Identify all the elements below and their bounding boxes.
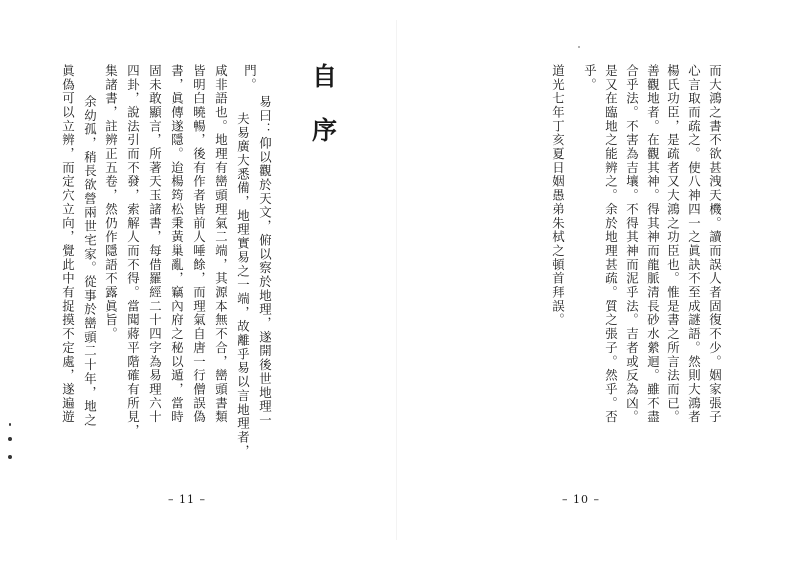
text-column: 善觀地者。在觀其神。得其神而龍脈清長砂水縈迴。雖不盡 <box>645 64 661 425</box>
scan-speck <box>8 455 12 459</box>
text-column: 楊氏功臣，是疏者又大鴻之功臣也。惟是書之所言法而已。 <box>665 64 681 425</box>
text-column: 余幼孤，稍長欲營兩世宅家。從事於巒頭二十年，地之 <box>82 95 98 428</box>
text-column: 夫易廣大悉備，地理實易之一端，故離乎易以言地理者， <box>235 112 251 459</box>
title-char-1: 自 <box>312 62 338 91</box>
text-column: 咸非語也。地理有巒頭理氣二端，其源本無不合，巒頭書類 <box>213 64 229 425</box>
text-column: 心言取而疏之。使八神四一之眞訣不至成謎語。然則大鴻者 <box>686 64 702 425</box>
text-column: 門。 <box>242 64 258 92</box>
text-column: 書，眞傳遂隱。迨楊筠松秉黃巢亂，竊內府之秘以遁，當時 <box>169 64 185 425</box>
scan-speck <box>8 437 12 441</box>
title-char-2: 序 <box>312 116 338 145</box>
text-column: 而大鴻之書不欲甚洩天機。讀而誤人者固復不少。姻家張子 <box>707 64 723 425</box>
text-column: 是又在臨地之能辨之。余於地理甚疏。質之張子。然乎。否 <box>603 64 619 425</box>
text-column: 合乎法。不害為吉壤。不得其神而泥乎法。吉者或反為凶。 <box>624 64 640 425</box>
page-number: – 11 – <box>168 493 206 506</box>
text-column: 集諸書，註辨正五卷，然仍作隱語不露眞旨。 <box>103 64 119 341</box>
text-column: 乎。 <box>582 64 598 92</box>
text-column: 皆明白曉暢，後有作者皆前人唾餘，而理氣自唐一行僧誤偽 <box>191 64 207 425</box>
scan-speck <box>578 46 580 48</box>
left-page <box>0 0 396 561</box>
text-column: 固未敢顯言，所著天玉諸書，每借羅經二十四字為易理六十 <box>147 64 163 425</box>
page-number: – 10 – <box>562 493 600 506</box>
scan-speck <box>9 423 11 426</box>
text-column: 易曰：仰以觀於天文，俯以察於地理，遂開後世地理一 <box>257 95 273 428</box>
right-page <box>397 0 793 561</box>
text-column: 道光七年丁亥夏日姻愚弟朱栻之頓首拜誤。 <box>550 64 566 328</box>
text-column: 四卦，說法引而不發，索解人而不得。當聞蔣平階確有所見， <box>125 64 141 438</box>
text-column: 眞偽可以立辨，而定穴立向，覺此中有捉摸不定處，遂遍遊 <box>60 64 76 425</box>
